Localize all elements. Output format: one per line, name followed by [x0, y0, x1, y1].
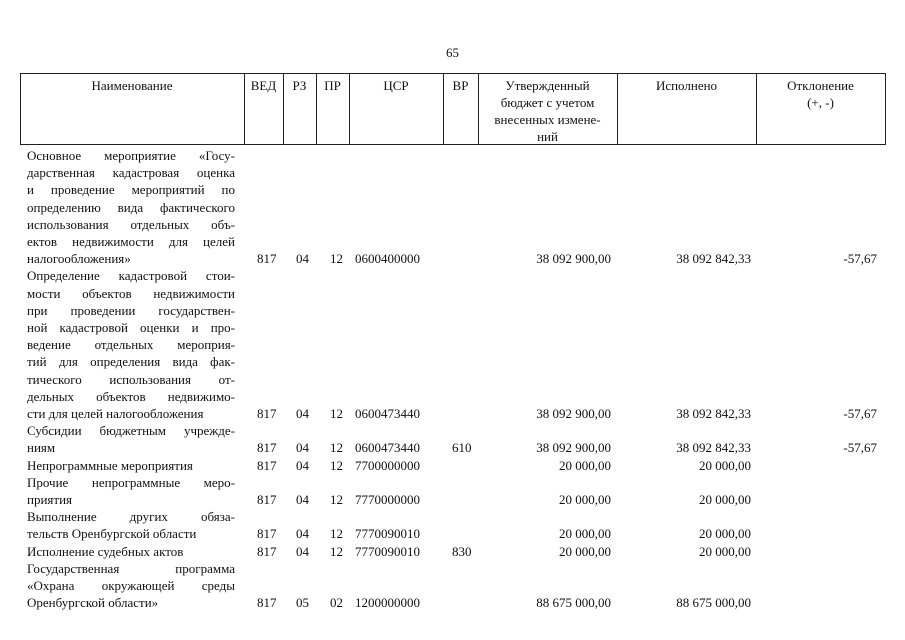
row-name	[27, 543, 235, 560]
row-name-line: тического использования от-	[27, 371, 235, 387]
header-vr: ВР	[452, 78, 469, 93]
cell-csr: 7700000000	[355, 457, 420, 473]
row-name-line: Субсидии бюджетным учрежде-	[27, 423, 235, 439]
cell-csr: 0600400000	[355, 251, 420, 267]
cell-csr: 7770000000	[355, 491, 420, 507]
cell-csr: 7770090010	[355, 526, 420, 542]
row-name-line: Государственная программа	[27, 560, 235, 576]
header-budget-line: ний	[537, 129, 558, 144]
header-deviation	[756, 77, 885, 111]
table-header	[20, 73, 886, 145]
row-name-line: дарственная кадастровая оценка	[27, 165, 235, 181]
cell-ved: 817	[257, 491, 277, 507]
row-name-line: Исполнение судебных актов	[27, 543, 184, 559]
header-executed: Исполнено	[655, 78, 718, 93]
cell-csr: 0600473440	[355, 440, 420, 456]
cell-pr: 12	[330, 526, 343, 542]
cell-executed: 20 000,00	[699, 457, 751, 473]
row-name-line: «Охрана окружающей среды	[27, 578, 235, 593]
cell-pr: 12	[330, 405, 343, 421]
cell-executed: 20 000,00	[699, 526, 751, 542]
cell-rz: 04	[296, 491, 309, 507]
cell-rz: 04	[296, 251, 309, 267]
cell-budget: 38 092 900,00	[536, 405, 611, 421]
cell-pr: 12	[330, 457, 343, 473]
row-name-line: приятия	[27, 492, 73, 507]
row-name-line: дельных объектов недвижимо-	[27, 388, 235, 404]
cell-pr: 12	[330, 251, 343, 267]
cell-deviation: -57,67	[843, 440, 877, 456]
row-name-line: Основное мероприятие «Госу-	[27, 148, 235, 163]
table-row	[27, 457, 887, 474]
table-row	[27, 267, 887, 422]
cell-rz: 04	[296, 440, 309, 456]
cell-executed: 38 092 842,33	[676, 405, 751, 421]
row-name	[27, 457, 235, 474]
col-divider	[885, 73, 886, 145]
table-row	[27, 560, 887, 612]
row-name-line: тельств Оренбургской области	[27, 526, 197, 542]
row-name-line: Оренбургской области»	[27, 595, 159, 611]
row-name-line: Прочие непрограммные меро-	[27, 474, 235, 490]
cell-ved: 817	[257, 405, 277, 421]
cell-rz: 04	[296, 457, 309, 473]
cell-pr: 12	[330, 543, 343, 559]
cell-vr: 830	[452, 543, 472, 559]
header-rz: РЗ	[292, 78, 307, 93]
cell-csr: 7770090010	[355, 543, 420, 559]
row-name-line: использования отдельных объ-	[27, 216, 235, 232]
row-name-line: ектов недвижимости для целей	[27, 234, 235, 250]
page-number: 65	[446, 45, 459, 60]
header-pr: ПР	[324, 78, 341, 93]
row-name-line: Непрограммные мероприятия	[27, 457, 193, 473]
header-budget	[478, 77, 617, 145]
table-row	[27, 147, 887, 267]
header-budget-line: бюджет с учетом	[500, 95, 595, 110]
cell-pr: 12	[330, 491, 343, 507]
row-name-line: тий для определения вида фак-	[27, 354, 235, 370]
cell-vr: 610	[452, 440, 472, 456]
cell-budget: 20 000,00	[559, 491, 611, 507]
table-row	[27, 474, 887, 508]
header-csr: ЦСР	[383, 78, 409, 93]
cell-ved: 817	[257, 595, 277, 611]
row-name-line: и проведение мероприятий по	[27, 182, 235, 198]
cell-executed: 88 675 000,00	[676, 595, 751, 611]
cell-budget: 38 092 900,00	[536, 251, 611, 267]
cell-executed: 20 000,00	[699, 543, 751, 559]
cell-ved: 817	[257, 543, 277, 559]
header-budget-line: внесенных измене-	[494, 112, 601, 127]
row-name-line: сти для целей налогообложения	[27, 406, 204, 422]
cell-pr: 02	[330, 595, 343, 611]
cell-budget: 20 000,00	[559, 457, 611, 473]
cell-budget: 20 000,00	[559, 543, 611, 559]
cell-ved: 817	[257, 251, 277, 267]
table-row	[27, 422, 887, 456]
row-name	[27, 474, 235, 508]
row-name	[27, 560, 235, 612]
cell-pr: 12	[330, 440, 343, 456]
cell-budget: 88 675 000,00	[536, 595, 611, 611]
row-name-line: мости объектов недвижимости	[27, 285, 235, 301]
cell-rz: 04	[296, 405, 309, 421]
cell-deviation: -57,67	[843, 405, 877, 421]
row-name-line: налогообложения»	[27, 251, 131, 267]
cell-rz: 04	[296, 543, 309, 559]
cell-ved: 817	[257, 440, 277, 456]
cell-executed: 38 092 842,33	[676, 440, 751, 456]
cell-budget: 20 000,00	[559, 526, 611, 542]
row-name-line: ведение отдельных мероприя-	[27, 337, 235, 353]
table-row	[27, 508, 887, 542]
row-name-line: при проведении государствен-	[27, 302, 235, 318]
row-name	[27, 422, 235, 456]
cell-ved: 817	[257, 526, 277, 542]
row-name	[27, 147, 235, 267]
table-row	[27, 543, 887, 560]
cell-csr: 1200000000	[355, 595, 420, 611]
row-name	[27, 267, 235, 422]
header-deviation-line: Отклонение	[787, 78, 854, 93]
cell-csr: 0600473440	[355, 405, 420, 421]
header-name: Наименование	[91, 78, 173, 93]
header-budget-line: Утвержденный	[505, 78, 590, 93]
header-ved: ВЕД	[250, 78, 277, 93]
cell-deviation: -57,67	[843, 251, 877, 267]
cell-executed: 38 092 842,33	[676, 251, 751, 267]
row-name-line: ниям	[27, 440, 56, 456]
row-name	[27, 508, 235, 542]
header-deviation-line: (+, -)	[807, 95, 834, 110]
cell-ved: 817	[257, 457, 277, 473]
row-name-line: определению вида фактического	[27, 199, 235, 215]
row-name-line: Определение кадастровой стои-	[27, 268, 235, 284]
cell-rz: 04	[296, 526, 309, 542]
cell-budget: 38 092 900,00	[536, 440, 611, 456]
row-name-line: Выполнение других обяза-	[27, 509, 235, 525]
row-name-line: ной кадастровой оценки и про-	[27, 320, 235, 335]
cell-executed: 20 000,00	[699, 491, 751, 507]
cell-rz: 05	[296, 595, 309, 611]
